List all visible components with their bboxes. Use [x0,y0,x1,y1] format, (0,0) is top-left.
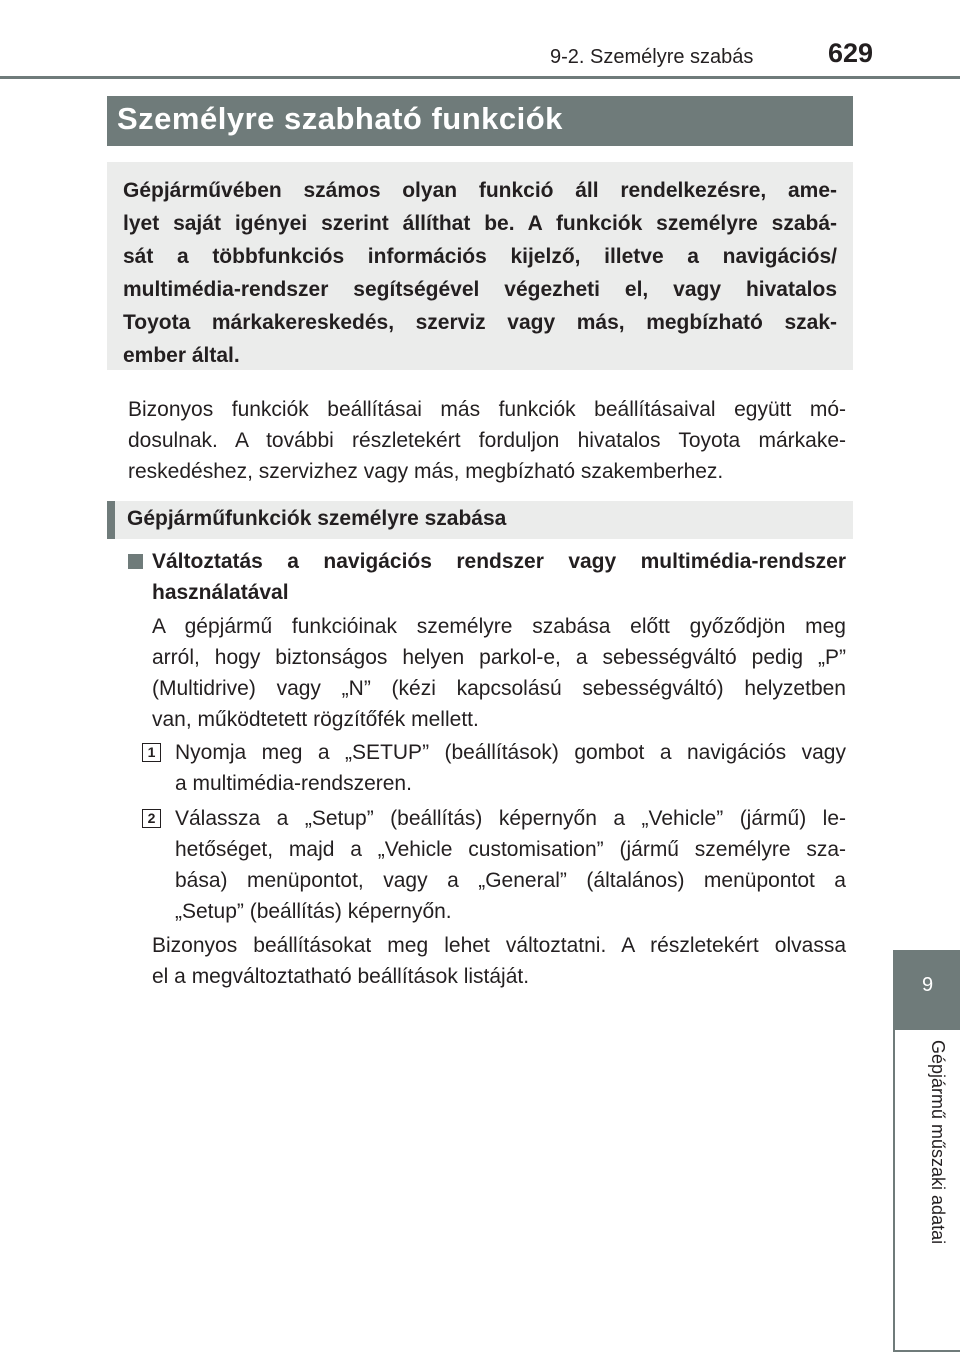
bullet-heading [152,546,846,608]
step-line: Nyomja meg a „SETUP” (beállítások) gombot a navigációs vagy [175,741,846,764]
section-title: Személyre szabható funkciók [117,101,563,136]
bullet-square-icon [128,554,143,569]
bullet-body-line: A gépjármű funkcióinak személyre szabása előtt győződjön meg [152,615,846,638]
paragraph-line: dosulnak. A további részletekért forduljon hivatalos Toyota márkake- [128,429,846,452]
step-line: bása) menüpontot, vagy a „General” (általános) menüpontot a [175,869,846,892]
intro-text [123,174,837,372]
bullet-body [152,611,846,735]
step-line: a multimédia-rendszeren. [175,772,412,795]
step-number-badge: 1 [142,743,161,762]
intro-line: sát a többfunkciós információs kijelző, illetve a navigációs/ [123,245,837,268]
subheading: Gépjárműfunkciók személyre szabása [127,507,507,530]
paragraph-line: reskedéshez, szervizhez vagy más, megbízható szakemberhez. [128,460,724,483]
page-number: 629 [828,38,874,68]
bullet-body-line: van, működtetett rögzítőfék mellett. [152,708,479,731]
closing-line: Bizonyos beállításokat meg lehet változtatni. A részletekért olvassa [152,934,846,957]
intro-line: Gépjárművében számos olyan funkció áll rendelkezésre, ame- [123,179,837,202]
intro-line: ember által. [123,344,240,367]
bullet-section [128,546,846,608]
step-2-text [175,803,846,927]
bullet-body-line: arról, hogy biztonságos helyen parkol-e, a sebességváltó pedig „P” [152,646,846,669]
section-title-bar [107,96,853,146]
intro-box [107,162,853,370]
step-line: Válassza a „Setup” (beállítás) képernyőn a „Vehicle” (jármű) le- [175,807,846,830]
closing-line: el a megváltoztatható beállítások listáját. [152,965,530,988]
intro-line: multimédia-rendszer segítségével végezheti el, vagy hivatalos [123,278,837,301]
bullet-heading-line: használatával [152,581,289,604]
subheading-bar [107,501,853,539]
intro-line: lyet saját igényei szerint állíthat be. A funkciók személyre szabá- [123,212,837,235]
closing-paragraph [152,930,846,992]
bullet-heading-line: Változtatás a navigációs rendszer vagy multimédia-rendszer [152,550,846,573]
chapter-tab-label: Gépjármű műszaki adatai [928,1040,948,1245]
paragraph-line: Bizonyos funkciók beállításai más funkciók beállításaival együtt mó- [128,398,846,421]
chapter-tab-number: 9 [895,950,960,1030]
paragraph-general-note [128,394,846,487]
step-1-text [175,737,846,799]
chapter-tab [895,1030,960,1352]
intro-line: Toyota márkakereskedés, szerviz vagy más, megbízható szak- [123,311,837,334]
step-number-badge: 2 [142,809,161,828]
running-header-section: 9-2. Személyre szabás [550,46,754,68]
step-line: „Setup” (beállítás) képernyőn. [175,900,452,923]
header-divider [0,76,960,79]
bullet-body-line: (Multidrive) vagy „N” (kézi kapcsolású sebességváltó) helyzetben [152,677,846,700]
step-line: hetőséget, majd a „Vehicle customisation” (jármű személyre sza- [175,838,846,861]
